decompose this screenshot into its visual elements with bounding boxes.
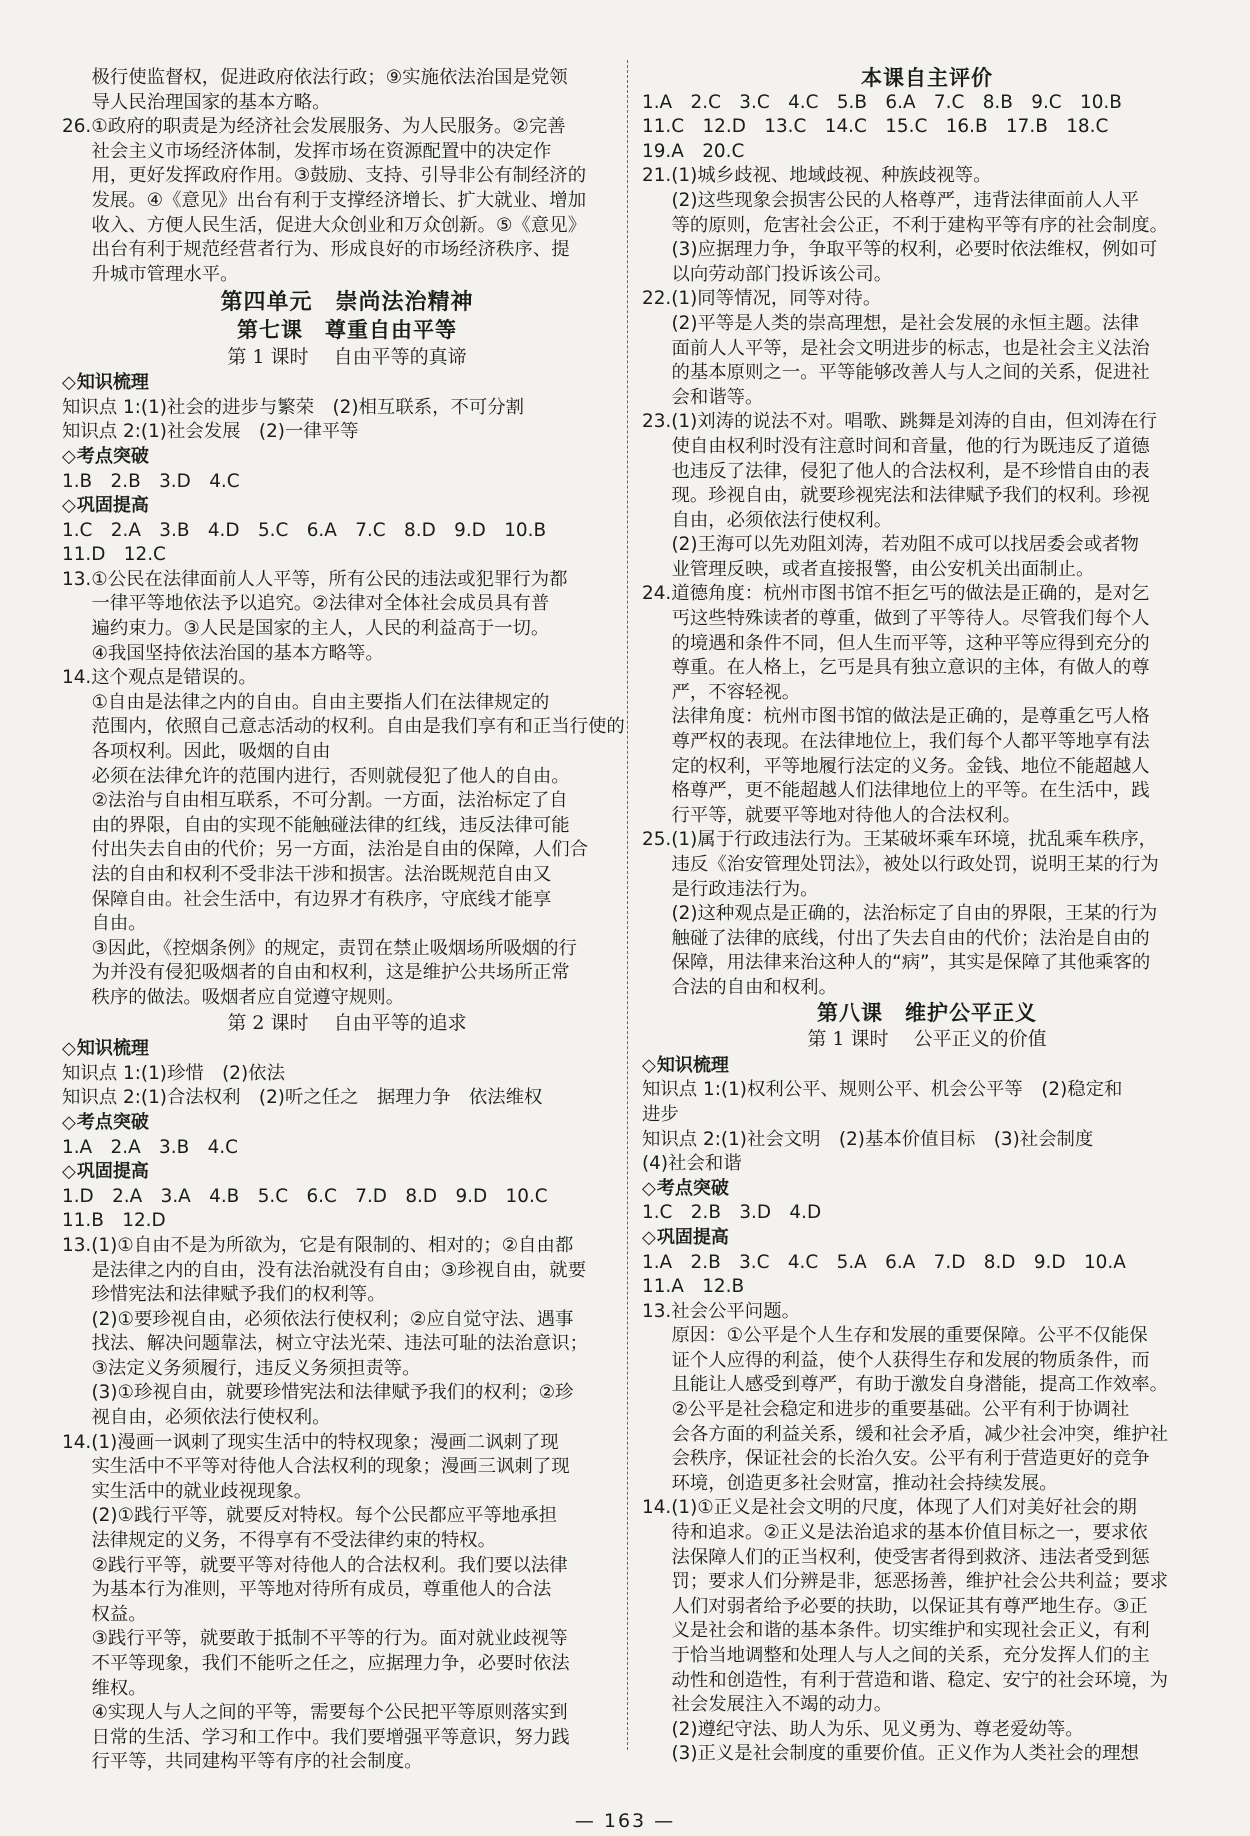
right-line: ◇ 知识梳理 xyxy=(642,1054,1212,1079)
right-line: 1.A 2.B 3.C 4.C 5.A 6.A 7.D 8.D 9.D 10.A xyxy=(642,1251,1126,1273)
right-line: 11.A 12.B xyxy=(642,1276,745,1298)
left-line: 知识点 2:(1)合法权利 (2)听之任之 据理力争 依法维权 xyxy=(62,1087,543,1109)
right-line: 自由，必须依法行使权利。 xyxy=(671,509,893,531)
left-line: ◇ 考点突破 xyxy=(62,1111,632,1136)
left-line: 为基本行为准则，平等地对待所有成员，尊重他人的合法 xyxy=(91,1579,552,1601)
left-line: 实生活中不平等对待他人合法权利的现象；漫画三讽刺了现 xyxy=(91,1456,570,1478)
left-line: 11.D 12.C xyxy=(62,544,166,566)
right-line: 1.C 2.B 3.D 4.D xyxy=(642,1202,822,1224)
right-line: 11.C 12.D 13.C 14.C 15.C 16.B 17.B 18.C xyxy=(642,116,1109,138)
left-line: ③因此，《控烟条例》的规定，责罚在禁止吸烟场所吸烟的行 xyxy=(91,937,577,959)
left-line: 1.D 2.A 3.A 4.B 5.C 6.C 7.D 8.D 9.D 10.C xyxy=(62,1185,548,1207)
right-line: (2)王海可以先劝阻刘涛，若劝阻不成可以找居委会或者物 xyxy=(671,534,1139,556)
left-line: 知识点 1:(1)珍惜 (2)依法 xyxy=(62,1062,285,1084)
column-divider xyxy=(627,60,628,1750)
left-line: 保障自由。社会生活中，有边界才有秩序，守底线才能享 xyxy=(91,888,552,910)
right-line: 动性和创造性，有利于营造和谐、稳定、安宁的社会环境，为 xyxy=(671,1669,1168,1691)
right-line: 格尊严，更不能超越人们法律地位上的平等。在生活中，践 xyxy=(671,780,1150,802)
left-line: 自由。 xyxy=(91,913,147,935)
right-line: 违反《治安管理处罚法》，被处以行政处罚，说明王某的行为 xyxy=(671,854,1159,875)
left-line: 视自由，必须依法行使权利。 xyxy=(91,1407,331,1429)
right-line: 25.(1)属于行政违法行为。王某破坏乘车环境，扰乱乘车秩序， xyxy=(642,829,1158,851)
right-line: 原因：①公平是个人生存和发展的重要保障。公平不仅能保 xyxy=(671,1325,1148,1347)
right-column xyxy=(642,66,1212,1767)
left-line: 找法、解决问题靠法，树立守法光荣、违法可耻的法治意识； xyxy=(91,1333,588,1355)
right-line: 尊重。在人格上，乞丐是具有独立意识的主体，有做人的尊 xyxy=(671,657,1150,679)
left-line: 出台有利于规范经营者行为、形成良好的市场经济秩序、提 xyxy=(91,239,570,261)
left-line: 1.A 2.A 3.B 4.C xyxy=(62,1136,238,1158)
right-line: 13.社会公平问题。 xyxy=(642,1300,800,1322)
left-line: (2)①要珍视自由，必须依法行使权利；②应自觉守法、遇事 xyxy=(91,1308,574,1330)
left-line: 升城市管理水平。 xyxy=(91,263,239,285)
left-line: 行平等，共同建构平等有序的社会制度。 xyxy=(91,1751,423,1773)
right-line: 会和谐等。 xyxy=(671,386,764,408)
left-line: 第 2 课时 自由平等的追求 xyxy=(227,1011,467,1034)
left-line: 权益。 xyxy=(91,1603,147,1625)
right-line: 环境，创造更多社会财富，推动社会持续发展。 xyxy=(671,1472,1058,1494)
left-line: 13.①公民在法律面前人人平等，所有公民的违法或犯罪行为都 xyxy=(62,568,568,590)
left-line: 维权。 xyxy=(91,1677,147,1699)
right-line: 的基本原则之一。平等能够改善人与人之间的关系，促进社 xyxy=(671,362,1150,384)
left-line: ①自由是法律之内的自由。自由主要指人们在法律规定的 xyxy=(91,691,550,713)
left-line: 知识点 2:(1)社会发展 (2)一律平等 xyxy=(62,421,359,443)
left-line: 不平等现象，我们不能听之任之，应据理力争，必要时依法 xyxy=(91,1653,570,1674)
left-line: 一律平等地依法予以追究。②法律对全体社会成员具有普 xyxy=(91,593,550,615)
right-line: (4)社会和谐 xyxy=(642,1153,742,1175)
right-line: ◇ 考点突破 xyxy=(642,1177,1212,1202)
left-line: ②践行平等，就要平等对待他人的合法权利。我们要以法律 xyxy=(91,1554,568,1576)
left-line: 1.B 2.B 3.D 4.C xyxy=(62,470,240,492)
left-line: 26.①政府的职责是为经济社会发展服务、为人民服务。②完善 xyxy=(62,116,566,138)
left-line: 第 1 课时 自由平等的真谛 xyxy=(227,345,467,368)
right-line: 21.(1)城乡歧视、地域歧视、种族歧视等。 xyxy=(642,165,992,187)
right-line: (3)正义是社会制度的重要价值。正义作为人类社会的理想 xyxy=(671,1743,1139,1765)
right-line: 24.道德角度：杭州市图书馆不拒乞丐的做法是正确的，是对乞 xyxy=(642,583,1150,605)
right-line: 罚；要求人们分辨是非，惩恶扬善，维护社会公共利益；要求 xyxy=(671,1571,1168,1593)
right-line: 19.A 20.C xyxy=(642,140,745,162)
left-line: ◇ 巩固提高 xyxy=(62,494,632,519)
right-line: 第八课 维护公平正义 xyxy=(817,1000,1037,1025)
left-line: 收入、方便人民生活，促进大众创业和万众创新。⑤《意见》 xyxy=(91,214,587,236)
left-line: ◇ 知识梳理 xyxy=(62,371,632,396)
left-line: 14.(1)漫画一讽刺了现实生活中的特权现象；漫画二讽刺了现 xyxy=(62,1431,559,1453)
right-line: 且能让人感受到尊严，有助于激发自身潜能，提高工作效率。 xyxy=(671,1374,1168,1396)
right-line: 面前人人平等，是社会文明进步的标志，也是社会主义法治 xyxy=(671,337,1150,359)
right-line: 的境遇和条件不同，但人生而平等，这种平等应得到充分的 xyxy=(671,632,1150,654)
left-line: 由的界限，自由的实现不能触碰法律的红线，违反法律可能 xyxy=(91,814,570,836)
right-line: 知识点 1:(1)权利公平、规则公平、机会公平等 (2)稳定和 xyxy=(642,1079,1123,1101)
left-line: ◇ 巩固提高 xyxy=(62,1160,632,1185)
left-line: 用，更好发挥政府作用。③鼓励、支持、引导非公有制经济的 xyxy=(91,165,587,187)
right-line: 14.(1)①正义是社会文明的尺度，体现了人们对美好社会的期 xyxy=(642,1497,1137,1519)
right-line: 是行政违法行为。 xyxy=(671,878,819,900)
right-line: 触碰了法律的底线，付出了失去自由的代价；法治是自由的 xyxy=(671,927,1150,949)
right-line: 23.(1)刘涛的说法不对。唱歌、跳舞是刘涛的自由，但刘涛在行 xyxy=(642,411,1158,433)
right-line: 于恰当地调整和处理人与人之间的关系，充分发挥人们的主 xyxy=(671,1645,1150,1666)
right-line: 证个人应得的利益，使个人获得生存和发展的物质条件，而 xyxy=(671,1349,1150,1371)
right-line: 22.(1)同等情况，同等对待。 xyxy=(642,288,882,310)
right-line: 定的权利，平等地履行法定的义务。金钱、地位不能超越人 xyxy=(671,755,1150,777)
left-line: 极行使监督权，促进政府依法行政；⑨实施依法治国是党领 xyxy=(91,67,568,88)
left-line: ④我国坚持依法治国的基本方略等。 xyxy=(91,642,384,664)
right-line: ◇ 巩固提高 xyxy=(642,1226,1212,1251)
left-line: 范围内，依照自己意志活动的权利。自由是我们享有和正当行使的各项权利。因此，吸烟的自由 xyxy=(91,716,625,763)
left-line: 是法律之内的自由，没有法治就没有自由；③珍视自由，就要 xyxy=(91,1259,587,1281)
left-line: ◇ 知识梳理 xyxy=(62,1037,632,1062)
right-line: 使自由权利时没有注意时间和音量，他的行为既违反了道德 xyxy=(671,435,1150,457)
right-line: (3)应据理力争，争取平等的权利，必要时依法维权，例如可 xyxy=(671,239,1158,261)
right-line: 尊严权的表现。在法律地位上，我们每个人都平等地享有法 xyxy=(671,731,1150,753)
left-line: 为并没有侵犯吸烟者的自由和权利，这是维护公共场所正常 xyxy=(91,962,570,984)
right-line: 保障，用法律来治这种人的“病”，其实是保障了其他乘客的 xyxy=(671,952,1151,974)
right-line: 业管理反映，或者直接报警，由公安机关出面制止。 xyxy=(671,558,1095,580)
left-line: (3)①珍视自由，就要珍惜宪法和法律赋予我们的权利；②珍 xyxy=(91,1382,574,1404)
left-line: ◇ 考点突破 xyxy=(62,445,632,470)
left-line: 第四单元 崇尚法治精神 xyxy=(220,290,474,316)
right-line: 知识点 2:(1)社会文明 (2)基本价值目标 (3)社会制度 xyxy=(642,1128,1094,1150)
left-line: 付出失去自由的代价；另一方面，法治是自由的保障，人们合 xyxy=(91,839,588,861)
right-line: 等的原则，危害社会公正，不利于建构平等有序的社会制度。 xyxy=(671,214,1168,236)
right-line: ②公平是社会稳定和进步的重要基础。公平有利于协调社 xyxy=(671,1399,1130,1421)
left-line: 必须在法律允许的范围内进行，否则就侵犯了他人的自由。 xyxy=(91,765,570,787)
left-line: ④实现人与人之间的平等，需要每个公民把平等原则落实到 xyxy=(91,1702,568,1724)
left-line: 实生活中的就业歧视现象。 xyxy=(91,1480,313,1502)
right-line: (2)这些现象会损害公民的人格尊严，违背法律面前人人平 xyxy=(671,189,1139,211)
page-number: — 163 — xyxy=(574,1810,676,1832)
left-line: (2)①践行平等，就要反对特权。每个公民都应平等地承担 xyxy=(91,1505,557,1527)
left-line: 日常的生活、学习和工作中。我们要增强平等意识，努力践 xyxy=(91,1726,570,1748)
left-line: 秩序的做法。吸烟者应自觉遵守规则。 xyxy=(91,986,405,1008)
right-line: 本课自主评价 xyxy=(861,66,993,90)
left-line: 1.C 2.A 3.B 4.D 5.C 6.A 7.C 8.D 9.D 10.B xyxy=(62,519,547,541)
right-line: 法律角度：杭州市图书馆的做法是正确的，是尊重乞丐人格 xyxy=(671,706,1150,728)
left-line: 遍约束力。③人民是国家的主人，人民的利益高于一切。 xyxy=(91,618,550,640)
left-line: 11.B 12.D xyxy=(62,1210,166,1232)
right-line: 社会发展注入不竭的动力。 xyxy=(671,1694,893,1716)
left-line: 导人民治理国家的基本方略。 xyxy=(91,91,331,113)
right-line: (2)这种观点是正确的，法治标定了自由的界限，王某的行为 xyxy=(671,903,1158,925)
right-line: 人们对弱者给予必要的扶助，以保证其有尊严地生存。③正 xyxy=(671,1595,1148,1617)
left-line: 社会主义市场经济体制，发挥市场在资源配置中的决定作 xyxy=(91,140,552,162)
right-line: (2)遵纪守法、助人为乐、见义勇为、尊老爱幼等。 xyxy=(671,1718,1084,1740)
left-line: 法的自由和权利不受非法干涉和损害。法治既规范自由又 xyxy=(91,864,552,885)
left-line: 法律规定的义务，不得享有不受法律约束的特权。 xyxy=(91,1530,497,1552)
left-column xyxy=(62,66,632,1775)
left-line: ②法治与自由相互联系，不可分割。一方面，法治标定了自 xyxy=(91,790,568,812)
right-line: 丐这些特殊读者的尊重，做到了平等待人。尽管我们每个人 xyxy=(671,608,1150,630)
left-line: 第七课 尊重自由平等 xyxy=(237,317,457,342)
left-line: ③践行平等，就要敢于抵制不平等的行为。面对就业歧视等 xyxy=(91,1628,568,1650)
left-line: 发展。④《意见》出台有利于支撑经济增长、扩大就业、增加 xyxy=(91,189,587,211)
right-line: 1.A 2.C 3.C 4.C 5.B 6.A 7.C 8.B 9.C 10.B xyxy=(642,91,1122,113)
right-line: 会各方面的利益关系，缓和社会矛盾，减少社会冲突，维护社 xyxy=(671,1423,1168,1445)
left-line: 14.这个观点是错误的。 xyxy=(62,667,257,689)
right-line: 合法的自由和权利。 xyxy=(671,976,837,998)
right-line: 严，不容轻视。 xyxy=(671,681,801,703)
right-line: 以向劳动部门投诉该公司。 xyxy=(671,263,893,285)
right-line: 进步 xyxy=(642,1103,679,1125)
right-line: 法保障人们的正当权利，使受害者得到救济、违法者受到惩 xyxy=(671,1546,1150,1568)
right-line: 也违反了法律，侵犯了他人的合法权利，是不珍惜自由的表 xyxy=(671,460,1150,482)
left-line: ③法定义务须履行，违反义务须担责等。 xyxy=(91,1357,421,1379)
right-line: 第 1 课时 公平正义的价值 xyxy=(807,1028,1047,1051)
right-line: 现。珍视自由，就要珍视宪法和法律赋予我们的权利。珍视 xyxy=(671,485,1150,507)
right-line: 义是社会和谐的基本条件。切实维护和实现社会正义，有利 xyxy=(671,1620,1150,1642)
right-line: (2)平等是人类的崇高理想，是社会发展的永恒主题。法律 xyxy=(671,312,1139,334)
left-line: 知识点 1:(1)社会的进步与繁荣 (2)相互联系，不可分割 xyxy=(62,396,525,418)
right-line: 行平等，就要平等地对待他人的合法权利。 xyxy=(671,804,1021,826)
left-line: 珍惜宪法和法律赋予我们的权利等。 xyxy=(91,1284,386,1306)
left-line: 13.(1)①自由不是为所欲为，它是有限制的、相对的；②自由都 xyxy=(62,1234,574,1256)
right-line: 待和追求。②正义是法治追求的基本价值目标之一，要求依 xyxy=(671,1522,1148,1544)
right-line: 会秩序，保证社会的长治久安。公平有利于营造更好的竞争 xyxy=(671,1448,1150,1470)
